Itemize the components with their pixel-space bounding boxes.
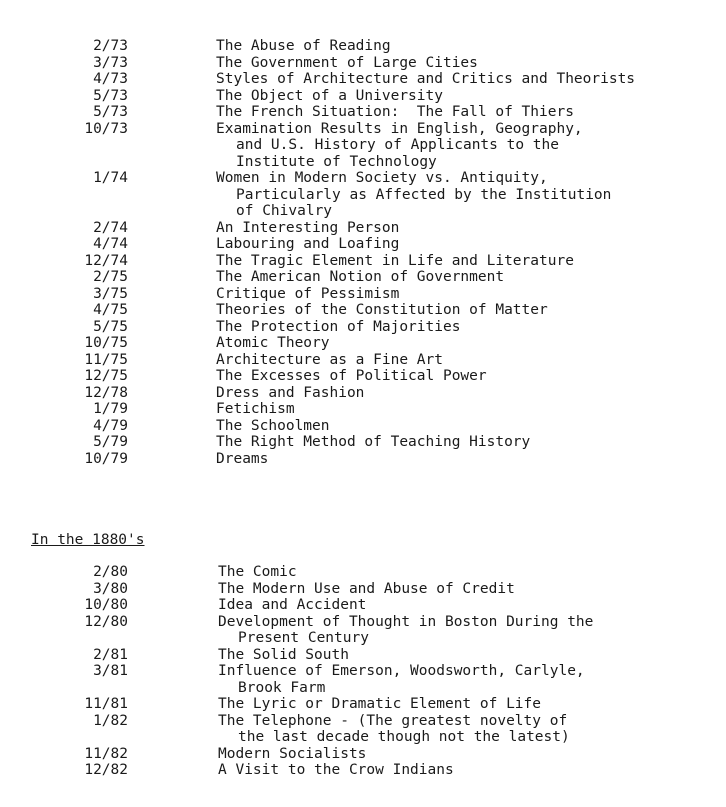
lecture-date: 11/75	[84, 351, 128, 368]
lecture-title	[218, 564, 297, 581]
lecture-entry	[0, 104, 726, 121]
lecture-title-line: Women in Modern Society vs. Antiquity,	[216, 170, 548, 186]
lecture-title-line: Examination Results in English, Geography,	[216, 120, 583, 137]
lecture-date: 5/73	[93, 87, 128, 104]
lecture-title-line: The Protection of Majorities	[216, 318, 461, 335]
lecture-title-line: Influence of Emerson, Woodsworth, Carlyle,	[218, 663, 585, 679]
lecture-title	[216, 335, 330, 352]
lecture-entry	[0, 253, 726, 270]
lecture-title-line: The Lyric or Dramatic Element of Life	[218, 696, 542, 712]
lecture-entry	[0, 170, 726, 220]
lecture-title-line: Theories of the Constitution of Matter	[216, 302, 548, 318]
lecture-entry	[0, 581, 726, 598]
lecture-title	[216, 418, 330, 435]
lecture-entry	[0, 368, 726, 385]
lecture-title	[216, 434, 530, 451]
lecture-entry	[0, 236, 726, 253]
lecture-title-line: The Schoolmen	[216, 417, 330, 434]
lecture-date: 12/80	[84, 613, 128, 630]
lecture-date: 3/75	[93, 285, 128, 302]
lecture-title-line: The Right Method of Teaching History	[216, 434, 531, 450]
lecture-entry	[0, 71, 726, 88]
lecture-date: 10/80	[84, 597, 128, 613]
lecture-title-line: The American Notion of Government	[216, 269, 505, 285]
lecture-title-line: Dreams	[216, 450, 269, 467]
lecture-entry	[0, 696, 726, 713]
lecture-title-continuation: of Chivalry	[236, 203, 333, 219]
lecture-date: 12/75	[84, 368, 128, 384]
lecture-title-line: The Excesses of Political Power	[216, 368, 487, 384]
lecture-entry	[0, 286, 726, 303]
lecture-date: 4/74	[93, 236, 128, 252]
lecture-entry	[0, 121, 726, 171]
lecture-title	[216, 302, 548, 319]
lecture-title-line: Development of Thought in Boston During the	[218, 613, 594, 630]
lecture-entry	[0, 302, 726, 319]
lecture-title	[218, 663, 585, 696]
lecture-title	[218, 762, 454, 779]
lecture-title-line: Critique of Pessimism	[216, 285, 400, 302]
lecture-title	[216, 368, 487, 385]
lecture-date: 4/79	[93, 417, 128, 434]
lecture-title-continuation: Brook Farm	[238, 679, 326, 696]
lecture-title	[218, 581, 515, 598]
lecture-title	[216, 170, 611, 220]
lecture-entry	[0, 220, 726, 237]
lecture-title-continuation: and U.S. History of Applicants to the	[236, 137, 560, 153]
lecture-title	[216, 319, 460, 336]
lecture-entry	[0, 88, 726, 105]
lecture-date: 5/75	[93, 318, 128, 335]
lecture-date: 1/82	[93, 712, 128, 729]
lecture-date: 2/73	[93, 38, 128, 54]
lecture-entry	[0, 269, 726, 286]
lecture-entry	[0, 352, 726, 369]
lecture-title	[218, 746, 366, 763]
lecture-title-line: The Object of a University	[216, 87, 443, 104]
lecture-date: 10/75	[84, 335, 128, 351]
lecture-title-continuation: Institute of Technology	[236, 153, 437, 170]
lecture-title-line: Dress and Fashion	[216, 384, 365, 401]
lecture-title-line: Modern Socialists	[218, 745, 367, 762]
lecture-date: 10/73	[84, 120, 128, 137]
lecture-title-continuation: Particularly as Affected by the Institution	[236, 186, 612, 203]
lecture-date: 2/74	[93, 219, 128, 236]
lecture-entry	[0, 319, 726, 336]
lecture-date: 2/75	[93, 269, 128, 285]
lecture-entry	[0, 614, 726, 647]
lecture-title-line: Atomic Theory	[216, 335, 330, 351]
lecture-entry	[0, 564, 726, 581]
lecture-entry	[0, 335, 726, 352]
lecture-title-line: Fetichism	[216, 401, 295, 417]
lecture-title	[216, 104, 574, 121]
lecture-title-line: Styles of Architecture and Critics and Theorists	[216, 71, 636, 87]
lecture-date: 3/73	[93, 54, 128, 71]
lecture-title-continuation: Present Century	[238, 630, 369, 646]
lecture-title	[216, 385, 364, 402]
lecture-title-line: The Solid South	[218, 646, 349, 663]
lecture-entry	[0, 746, 726, 763]
lecture-entry	[0, 401, 726, 418]
lecture-entry	[0, 38, 726, 55]
lecture-title-continuation: the last decade though not the latest)	[238, 729, 570, 745]
lecture-date: 5/79	[93, 434, 128, 450]
lecture-date: 11/81	[84, 696, 128, 712]
lecture-title	[218, 713, 570, 746]
lecture-entry	[0, 434, 726, 451]
lecture-title	[216, 121, 583, 171]
lecture-title-line: The Government of Large Cities	[216, 54, 478, 71]
lecture-title	[216, 220, 399, 237]
lecture-title	[216, 451, 268, 468]
lecture-title-line: Idea and Accident	[218, 597, 367, 613]
lecture-title-line: A Visit to the Crow Indians	[218, 762, 454, 778]
lecture-title	[218, 597, 366, 614]
lecture-date: 12/82	[84, 762, 128, 778]
lecture-title-line: The Tragic Element in Life and Literature	[216, 252, 574, 269]
lecture-title	[218, 647, 349, 664]
lecture-list-1870s	[0, 38, 726, 467]
lecture-entry	[0, 55, 726, 72]
lecture-date: 12/78	[84, 384, 128, 401]
lecture-title	[216, 236, 399, 253]
lecture-title	[216, 352, 443, 369]
lecture-entry	[0, 418, 726, 435]
lecture-entry	[0, 762, 726, 779]
lecture-date: 1/74	[93, 170, 128, 186]
lecture-entry	[0, 451, 726, 468]
lecture-date: 4/75	[93, 302, 128, 318]
lecture-date: 3/80	[93, 580, 128, 597]
lecture-entry	[0, 647, 726, 664]
lecture-entry	[0, 663, 726, 696]
lecture-entry	[0, 713, 726, 746]
section-heading-1880s: In the 1880's	[31, 532, 145, 548]
lecture-list-1880s	[0, 564, 726, 779]
lecture-title-line: The Comic	[218, 564, 297, 580]
lecture-title	[216, 253, 574, 270]
lecture-date: 4/73	[93, 71, 128, 87]
lecture-date: 10/79	[84, 450, 128, 467]
lecture-date: 5/73	[93, 104, 128, 120]
lecture-title-line: An Interesting Person	[216, 219, 400, 236]
lecture-title	[218, 614, 593, 647]
lecture-title	[216, 286, 399, 303]
lecture-date: 12/74	[84, 252, 128, 269]
lecture-title	[218, 696, 541, 713]
lecture-title	[216, 38, 391, 55]
lecture-title	[216, 88, 443, 105]
lecture-date: 11/82	[84, 745, 128, 762]
lecture-date: 3/81	[93, 663, 128, 679]
lecture-date: 2/81	[93, 646, 128, 663]
lecture-title	[216, 401, 295, 418]
lecture-title-line: The Telephone - (The greatest novelty of	[218, 712, 568, 729]
lecture-title-line: The Abuse of Reading	[216, 38, 391, 54]
lecture-title	[216, 71, 635, 88]
lecture-title	[216, 55, 478, 72]
lecture-date: 1/79	[93, 401, 128, 417]
lecture-title-line: The Modern Use and Abuse of Credit	[218, 580, 515, 597]
lecture-title-line: Labouring and Loafing	[216, 236, 400, 252]
lecture-entry	[0, 597, 726, 614]
lecture-entry	[0, 385, 726, 402]
lecture-title-line: Architecture as a Fine Art	[216, 351, 443, 368]
lecture-date: 2/80	[93, 564, 128, 580]
lecture-title-line: The French Situation: The Fall of Thiers	[216, 104, 574, 120]
lecture-title	[216, 269, 504, 286]
